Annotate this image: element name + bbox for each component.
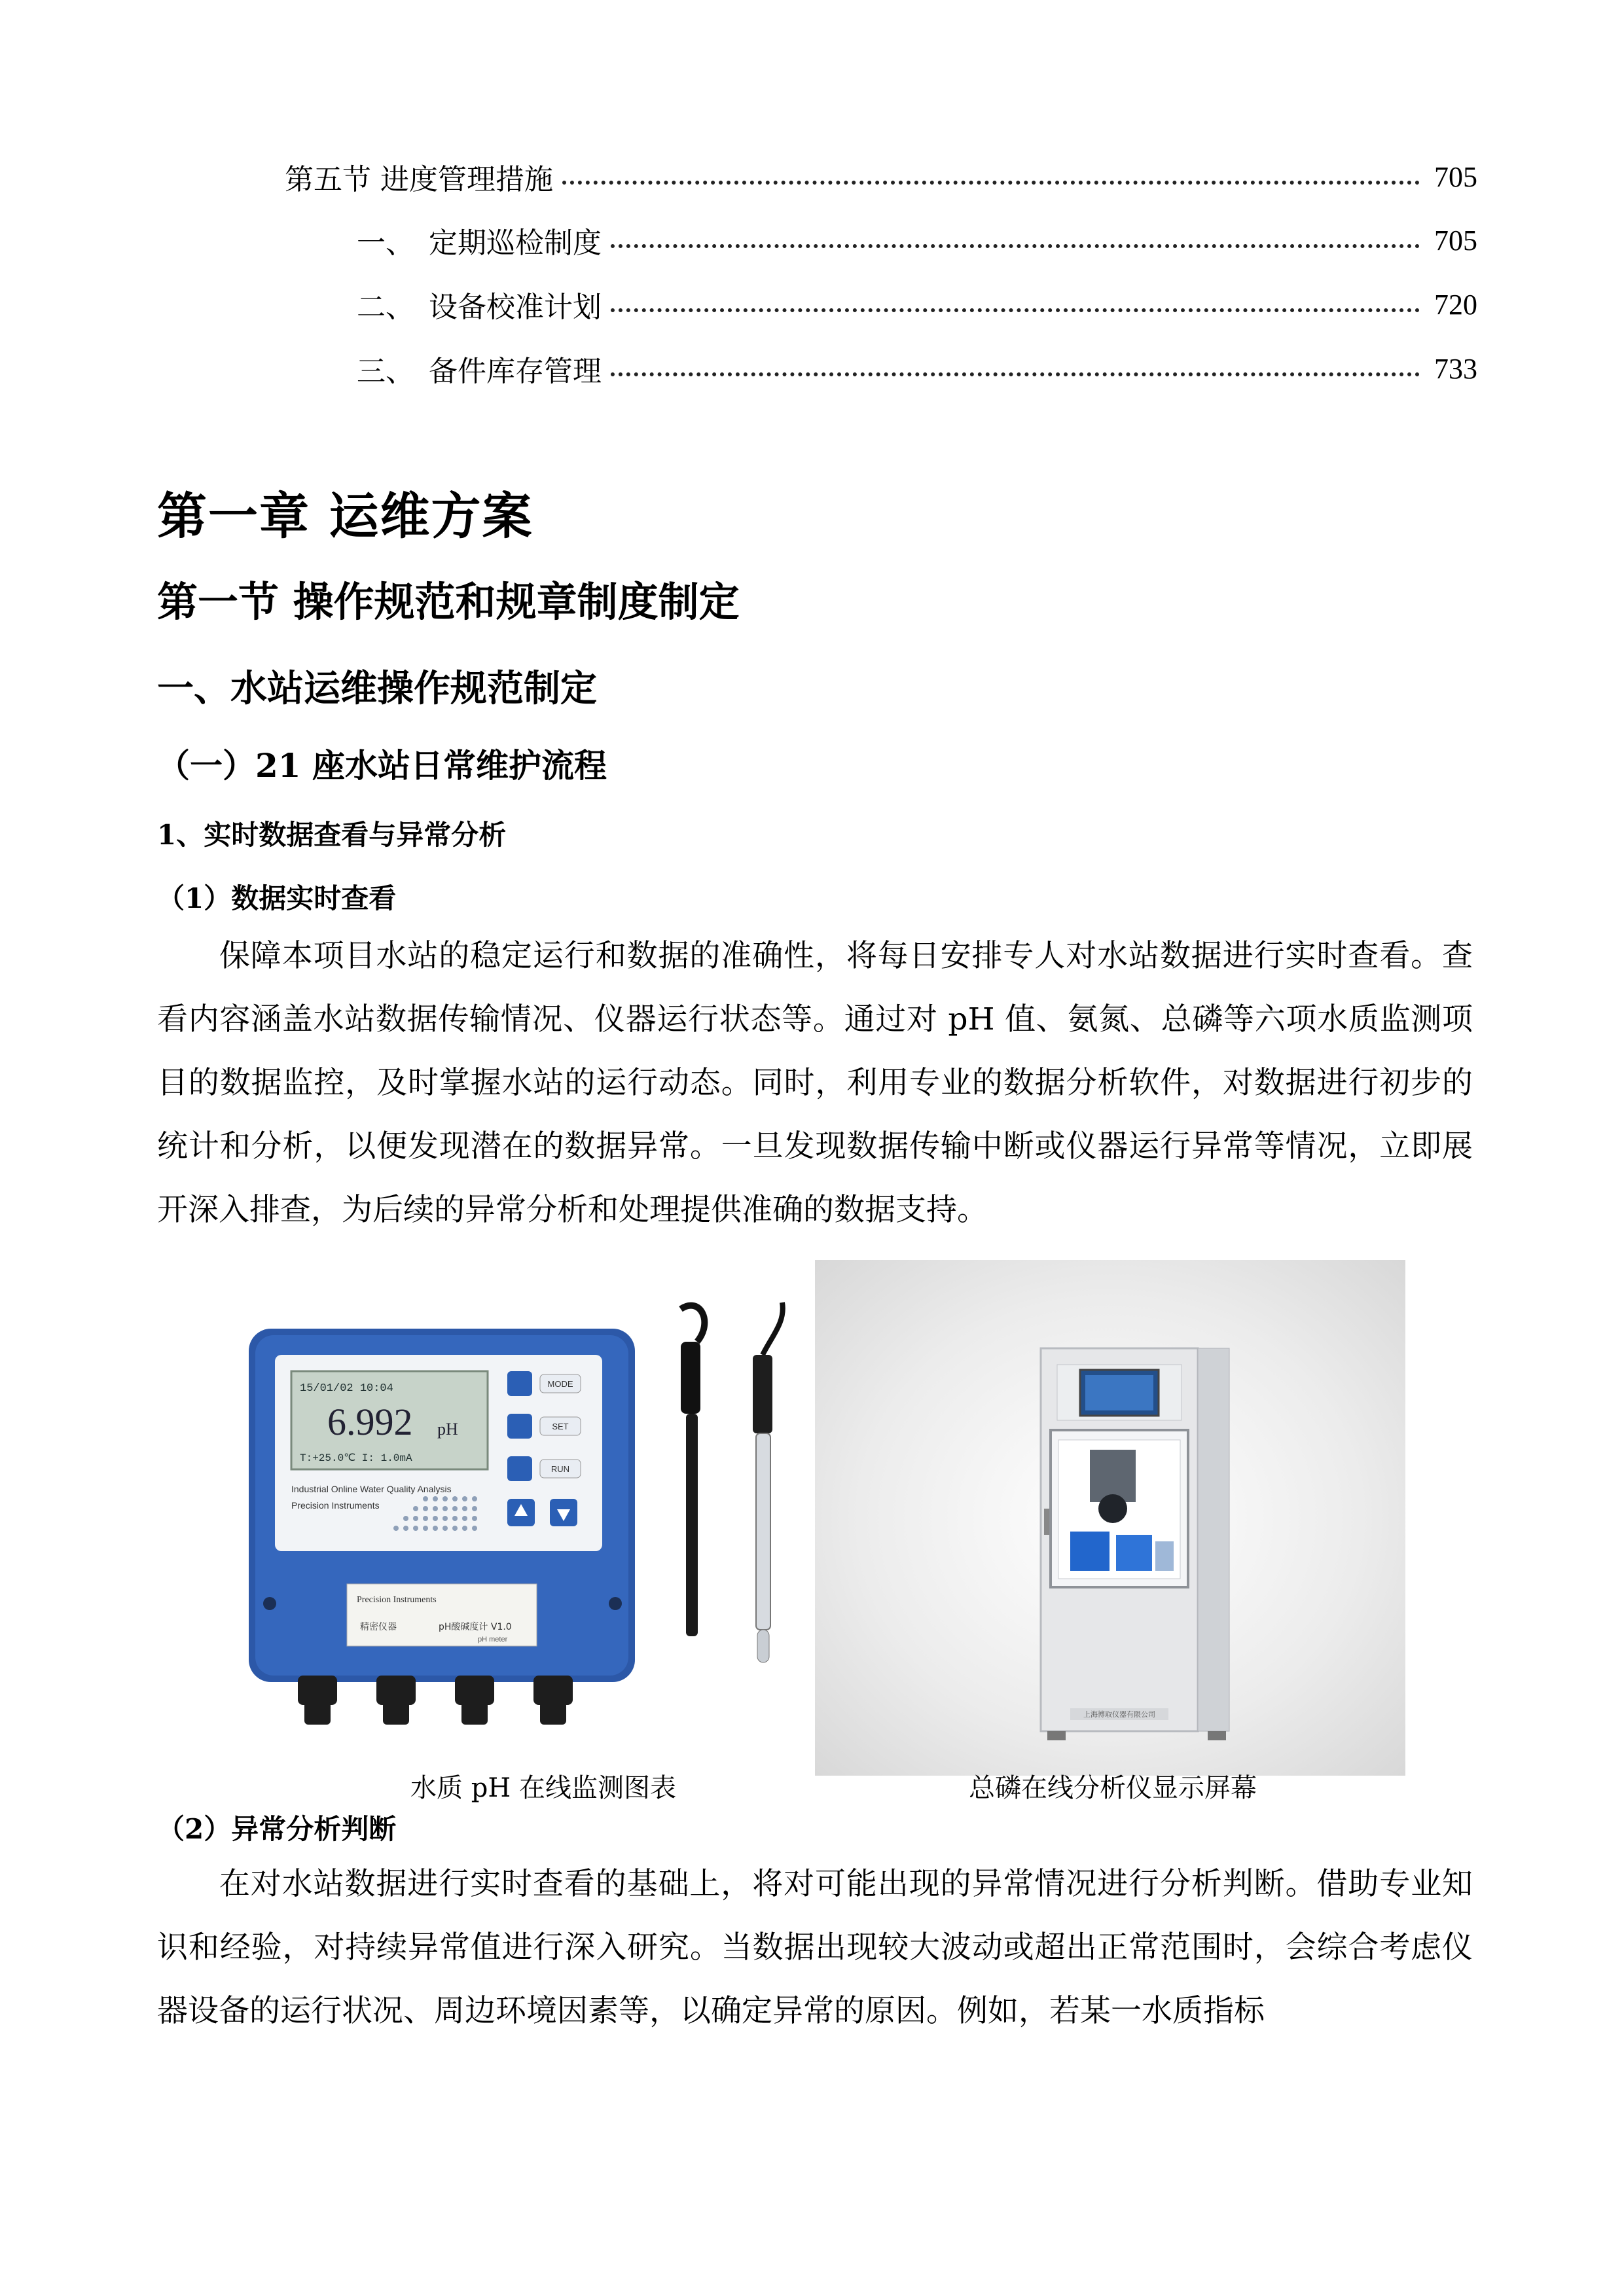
toc-label: 定期巡检制度 [429,226,602,260]
set-label: SET [552,1422,569,1431]
paragraph-text: 保障本项目水站的稳定运行和数据的准确性，将每日安排专人对水站数据进行实时查看。查看内容涵盖水站数据传输情况、仪器运行状态等。通过对 pH 值、氨氮、总磷等六项水质监测项目的数据监控，及时掌握水站的运行动态。同时，利用专业的数据分析软件，对数据进行初步的统计和分析，以便发现潜在的数据异常。一旦发现数据传输中断或仪器运行异常等情况，立即展开深入排查，为后续的异常分析和处理提供准确的数据支持。 [157,938,1473,1228]
label-sub: pH meter [478,1636,508,1643]
toc-number: 三、 [357,355,414,388]
toc-page: 705 [1434,160,1477,193]
toc-leader [611,372,1420,376]
lcd-datetime: 15/01/02 10:04 [300,1382,393,1395]
toc-entry[interactable] [357,349,1477,388]
maker-plate: 上海博取仪器有限公司 [1083,1710,1155,1719]
ph-meter-figure [229,1283,792,1754]
label-model: pH酸碱度计 V1.0 [439,1622,512,1632]
toc-number: 二、 [357,291,414,324]
toc-number: 一、 [357,226,414,260]
figure-caption-right: 总磷在线分析仪显示屏幕 [969,1773,1257,1803]
label-brand: Precision Instruments [357,1595,437,1605]
figure-caption-left: 水质 pH 在线监测图表 [410,1773,676,1803]
cable-glands [298,1676,573,1725]
chapter-heading: 第一章 运维方案 [157,487,533,545]
lcd-status: T:+25.0℃ I: 1.0mA [300,1452,412,1464]
toc-label: 设备校准计划 [429,291,602,324]
button-set-icon [507,1414,532,1439]
lcd-unit: pH [437,1420,458,1439]
item-subheading: （1）数据实时查看 [157,882,397,914]
device-label [347,1584,537,1646]
door-handle-icon [1044,1509,1049,1535]
section-heading: 第一节 操作规范和规章制度制定 [157,578,740,626]
label-cn-name: 精密仪器 [360,1622,397,1632]
button-run-icon [507,1456,532,1481]
button-mode-icon [507,1371,532,1396]
toc-page: 705 [1434,224,1477,257]
subsection-heading: 一、水站运维操作规范制定 [157,667,597,710]
paragraph [157,1852,1473,2043]
toc-leader [611,244,1420,248]
run-label: RUN [550,1464,570,1474]
toc-label: 第五节 进度管理措施 [285,163,553,196]
toc-label: 备件库存管理 [429,355,602,388]
toc-leader [562,181,1420,185]
toc-page: 733 [1434,352,1477,385]
toc-entry[interactable] [285,157,1477,196]
glass-electrode-icon [753,1355,772,1433]
toc-leader [611,308,1420,312]
lcd-value: 6.992 [327,1401,413,1443]
ph-meter-image [229,1283,792,1754]
item-heading: 1、实时数据查看与异常分析 [157,819,507,851]
subsubsection-heading: （一）21 座水站日常维护流程 [157,746,607,785]
panel-brand: Precision Instruments [291,1500,380,1511]
toc-entry[interactable] [357,285,1477,324]
item-subheading: （2）异常分析判断 [157,1813,397,1845]
analyzer-figure [815,1260,1405,1776]
toc-entry[interactable] [357,221,1477,260]
analyzer-image [815,1260,1405,1776]
toc-page: 720 [1434,288,1477,321]
probe-electrode-icon [681,1342,700,1414]
paragraph [157,924,1473,1242]
reagent-bottle-icon [1070,1532,1110,1571]
panel-caption: Industrial Online Water Quality Analysis [291,1484,452,1494]
mode-label: MODE [547,1379,573,1389]
paragraph-text: 在对水站数据进行实时查看的基础上，将对可能出现的异常情况进行分析判断。借助专业知识和经验，对持续异常值进行深入研究。当数据出现较大波动或超出正常范围时，会综合考虑仪器设备的运行状况、周边环境因素等，以确定异常的原因。例如，若某一水质指标 [157,1866,1473,2029]
